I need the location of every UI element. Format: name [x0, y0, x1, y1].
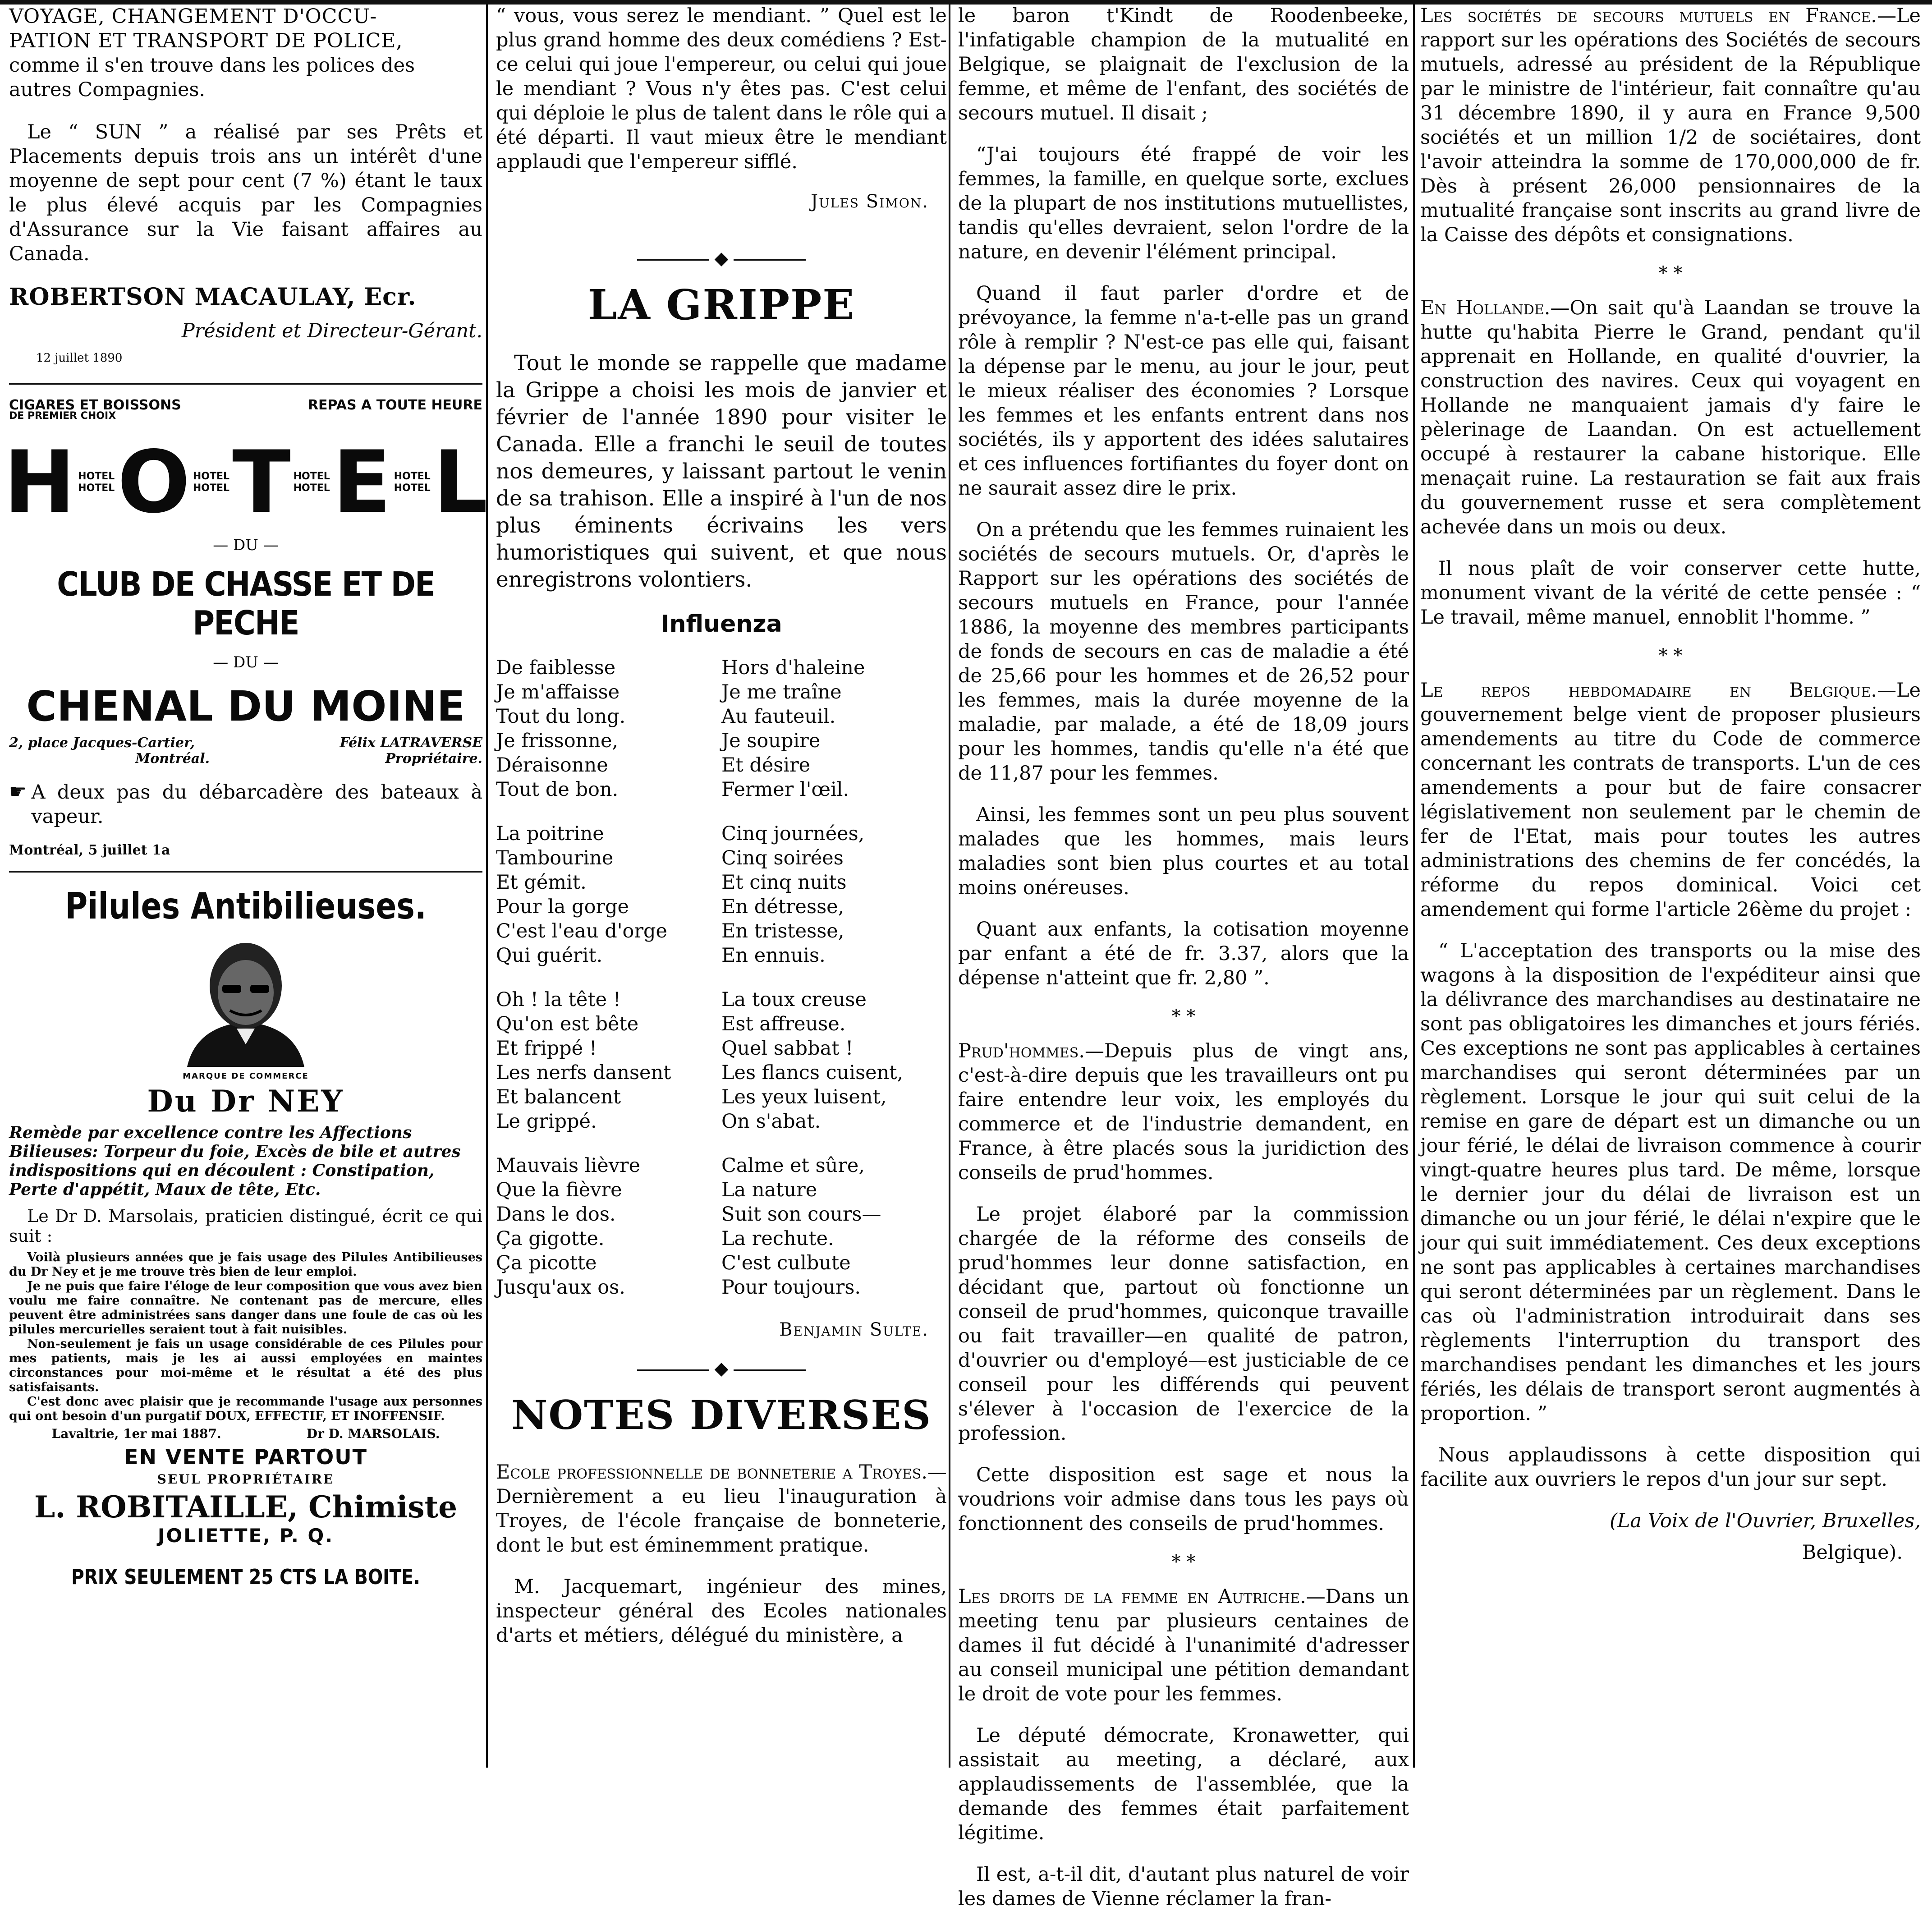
section-heading: Prud'hommes. — [958, 1040, 1085, 1062]
article-paragraph: Les droits de la femme en Autriche.—Dans un meeting tenu par plusieurs centaines de dames il fut décidé à l'unanimité d'adresser au conseil municipal une pétition demandant le droit de vote pour les femmes. — [958, 1585, 1409, 1705]
section-heading: Les droits de la femme en Autriche. — [958, 1585, 1306, 1608]
hotel-city: Montréal. — [135, 751, 210, 767]
proprietor-name: L. ROBITAILLE, Chimiste — [34, 1489, 458, 1525]
article-paragraph: Quant aux enfants, la cotisation moyenne par enfant a été de fr. 3.37, alors que la dépense n'atteint que fr. 2,80 ”. — [958, 918, 1409, 989]
signer-title: Président et Directeur-Gérant. — [181, 320, 482, 342]
verse-line: Qu'on est bête — [496, 1013, 639, 1035]
verse-line: Et gémit. — [496, 871, 587, 894]
text-line: PATION ET TRANSPORT DE POLICE, — [9, 29, 403, 52]
column-rule-2 — [949, 0, 950, 1768]
hotel-note: A deux pas du débarcadère des bateaux à vapeur. — [31, 781, 482, 828]
hotel-address: 2, place Jacques-Cartier, — [9, 735, 195, 751]
verse-line: Pour la gorge — [496, 896, 629, 918]
trademark-label: MARQUE DE COMMERCE — [183, 1071, 309, 1081]
column-1 — [4, 0, 488, 1889]
verse-line: Suit son cours— — [721, 1203, 881, 1226]
du-label-2: — DU — — [213, 653, 279, 671]
verse-line: Et cinq nuits — [721, 871, 847, 894]
article-paragraph: “ L'acceptation des transports ou la mise des wagons à la disposition de l'expéditeur ainsi que la délivrance des marchandises au destinataire ne sont pas obligatoires les dimanches et jours fériés. Ces exceptions ne sont pas applicables à certaines marchandises qui seront déterminées par un règlement. Lorsque le jour qui suit celui de la remise en gare de départ est un dimanche ou un jour férié, le délai de livraison commence à courir vingt-quatre heures plus tard. De même, lorsque le dernier jour du délai de livraison est un dimanche ou un jour férié, le délai n'expire que le jour qui suit immédiatement. Ces deux exceptions ne sont pas applicables à certaines marchandises qui seront déterminées par un règlement. Dans le cas où l'administration introduirait dans ses règlements l'interruption du transport des marchandises pendant les dimanches et les jours fériés, les délais de transport seront augmentés à proportion. ” — [1420, 940, 1921, 1425]
hotel-letter: H — [4, 432, 76, 532]
article-paragraph: En Hollande.—On sait qu'à Laandan se trouve la hutte qu'habita Pierre le Grand, pendant qu'il apprenait en Hollande, en qualité d'ouvrier, la construction des navires. Ceux qui voyagent en Hollande ne manquaient jamais d'y faire le pèlerinage de Laandan. On est actuellement occupé à restaurer la cabane historique. Elle menaçait ruine. La restauration se fait aux frais du gouvernement russe et sera complètement achevée dans un mois ou deux. — [1420, 297, 1921, 538]
column-4 — [1420, 0, 1921, 1889]
poem-stanza — [496, 822, 947, 968]
ornament-divider: ◆ — [496, 1358, 947, 1379]
hotel-letter: O — [117, 432, 190, 532]
column-rule-1 — [486, 0, 488, 1768]
price-label: PRIX SEULEMENT 25 CTS LA BOITE. — [71, 1565, 420, 1589]
verse-line: Tout du long. — [496, 705, 626, 728]
verse-line: La rechute. — [721, 1227, 834, 1250]
notes-paragraph: Ecole professionnelle de bonneterie a Troyes.—Dernièrement a eu lieu l'inauguration à Troyes, de l'école française de bonneterie, dont le but est éminemment pratique. — [496, 1461, 947, 1557]
sale-banner: EN VENTE PARTOUT — [124, 1445, 367, 1469]
column-3 — [958, 0, 1409, 1910]
hotel-small: HOTEL HOTEL — [78, 471, 115, 494]
pills-title: Pilules Antibilieuses. — [65, 885, 427, 927]
hotel-letter: E — [332, 432, 391, 532]
proprietor-town: JOLIETTE, P. Q. — [157, 1525, 334, 1547]
poem-stanza — [496, 1153, 947, 1300]
pointing-hand-icon: ☛ — [9, 780, 27, 803]
testimony-sign: Dr D. MARSOLAIS. — [306, 1426, 440, 1441]
article-paragraph: On a prétendu que les femmes ruinaient les sociétés de secours mutuels. Or, d'après le Rapport sur les opérations des sociétés de secours mutuels en France, pour l'année 1886, la moyenne des membres participants de fonds de secours en cas de maladie a été de 25,66 pour les hommes et de 26,52 pour les femmes, mais la durée moyenne de la maladie, par malade, a été de 18,09 jours pour les hommes, tandis qu'elle n'a été que de 11,87 pour les femmes. — [958, 519, 1409, 785]
signer-name: ROBERTSON MACAULAY, Ecr. — [9, 283, 417, 311]
hotel-small: HOTEL HOTEL — [394, 471, 431, 494]
verse-line: En tristesse, — [721, 920, 844, 942]
hotel-small: HOTEL HOTEL — [193, 471, 230, 494]
ad-right-top: REPAS A TOUTE HEURE — [307, 397, 482, 413]
article-paragraph: Le repos hebdomadaire en Belgique.—Le gouvernement belge vient de proposer plusieurs amendements au titre du Code de commerce concernant les contrats de transports. L'un de ces amendements a pour but de faire consacrer législativement non seulement par le chemin de fer de l'Etat, mais pour toutes les autres administrations des chemins de fer concédés, la réforme du repos dominical. Voici cet amendement qui forme l'article 26ème du projet : — [1420, 679, 1921, 921]
verse-line: La toux creuse — [721, 988, 867, 1011]
article-paragraph: Il est, a-t-il dit, d'autant plus naturel de voir les dames de Vienne réclamer la fran- — [958, 1863, 1409, 1910]
divider — [9, 383, 482, 385]
testimony-line: Voilà plusieurs années que je fais usage des Pilules Antibilieuses du Dr Ney et je me trouve très bien de leur emploi. — [9, 1250, 482, 1279]
verse-line: Et frippé ! — [496, 1037, 597, 1060]
section-stars: * * — [1658, 645, 1683, 666]
verse-line: Les nerfs dansent — [496, 1061, 671, 1084]
poem-title: Influenza — [661, 611, 782, 638]
poem-stanza — [496, 656, 947, 802]
hotel-letter: T — [232, 432, 291, 532]
verse-line: La nature — [721, 1179, 817, 1201]
sole-owner-label: SEUL PROPRIÉTAIRE — [157, 1472, 335, 1487]
testimony-intro: Le Dr D. Marsolais, praticien distingué, écrit ce qui suit : — [9, 1206, 482, 1246]
hotel-date: Montréal, 5 juillet 1a — [9, 842, 170, 858]
testimony-line: Je ne puis que faire l'éloge de leur composition que vous avez bien voulu me faire connaître. Ne contenant pas de mercure, elles peuvent être administrées sans danger dans une foule de cas où les pilules mercurielles seraient tout à fait nuisibles. — [9, 1279, 482, 1337]
hotel-owner-title: Propriétaire. — [385, 751, 482, 767]
ad-left-top: CIGARES ET BOISSONS — [9, 397, 181, 413]
verse-line: Ça gigotte. — [496, 1227, 605, 1250]
verse-line: Les flancs cuisent, — [721, 1061, 904, 1084]
testimony-line: C'est donc avec plaisir que je recommande l'usage aux personnes qui ont besoin d'un purgatif DOUX, EFFECTIF, ET INOFFENSIF. — [9, 1395, 482, 1423]
section-title-notes: NOTES DIVERSES — [511, 1392, 932, 1438]
verse-line: On s'abat. — [721, 1110, 821, 1133]
verse-line: Quel sabbat ! — [721, 1037, 854, 1060]
verse-line: En ennuis. — [721, 944, 826, 967]
verse-line: Dans le dos. — [496, 1203, 616, 1226]
article-paragraph: le baron t'Kindt de Roodenbeeke, l'infatigable champion de la mutualité en Belgique, se plaignait de l'exclusion de la femme, et même de l'enfant, des sociétés de secours mutuel. Il disait ; — [958, 5, 1409, 124]
sun-paragraph: Le “ SUN ” a réalisé par ses Prêts et Placements depuis trois ans un intérêt d'une moyenne de sept pour cent (7 %) étant le taux le plus élevé acquis par les Compagnies d'Assurance sur la Vie faisant affaires au Canada. — [9, 121, 482, 265]
verse-line: Cinq soirées — [721, 847, 844, 869]
text-line: VOYAGE, CHANGEMENT D'OCCU- — [9, 5, 377, 28]
hotel-ad — [4, 397, 488, 858]
du-label: — DU — — [213, 536, 279, 554]
hotel-owner: Félix LATRAVERSE — [340, 735, 482, 751]
notes-heading: Ecole professionnelle de bonneterie a Troyes. — [496, 1461, 927, 1484]
article-paragraph: Les sociétés de secours mutuels en France.—Le rapport sur les opérations des Sociétés de secours mutuels, adressé au président de la République par le ministre de l'intérieur, fait connaître qu'au 31 décembre 1890, il y aura en France 9,500 sociétés et un million 1/2 de sociétaires, dont l'avoir atteindra la somme de 170,000,000 de fr. Dès à présent 26,000 pensionnaires de la mutualité française sont inscrits au grand livre de la Caisse des dépôts et consignations. — [1420, 5, 1921, 246]
portrait-image — [169, 936, 322, 1067]
brand-title: Du Dr NEY — [147, 1084, 344, 1119]
article-title-grippe: LA GRIPPE — [587, 280, 855, 329]
verse-line: Que la fièvre — [496, 1179, 622, 1201]
article-paragraph: Prud'hommes.—Depuis plus de vingt ans, c'est-à-dire depuis que les travailleurs ont pu faire entendre leur voix, les employés du commerce et de l'industrie demandent, en France, à être placés sous la juridiction des conseils de prud'hommes. — [958, 1040, 1409, 1184]
simon-paragraph: “ vous, vous serez le mendiant. ” Quel est le plus grand homme des deux comédiens ? Est-ce celui qui joue l'empereur, ou celui qui joue le mendiant ? Vous n'y êtes pas. C'est celui qui déploie le plus de talent dans le rôle qui a été départi. Il vaut mieux être le mendiant applaudi que l'empereur sifflé. — [496, 5, 947, 173]
verse-line: En détresse, — [721, 896, 844, 918]
article-paragraph: Il nous plaît de voir conserver cette hutte, monument vivant de la vérité de cette pensée : “ Le travail, même manuel, ennoblit l'homme. ” — [1420, 557, 1921, 629]
testimony-place: Lavaltrie, 1er mai 1887. — [51, 1426, 221, 1441]
verse-line: Cinq journées, — [721, 822, 865, 845]
club-title: CLUB DE CHASSE ET DE PECHE — [57, 565, 435, 643]
verse-line: Je soupire — [721, 730, 821, 752]
verse-line: Est affreuse. — [721, 1013, 846, 1035]
notes-paragraph-2: M. Jacquemart, ingénieur des mines, inspecteur général des Ecoles nationales d'arts et métiers, délégué du ministère, a — [496, 1576, 947, 1647]
text-line: comme il s'en trouve dans les polices des — [9, 54, 415, 77]
verse-line: Je frissonne, — [496, 730, 619, 752]
signature-simon: Jules Simon. — [811, 191, 929, 212]
verse-line: Je m'affaisse — [496, 681, 620, 703]
source-attribution: (La Voix de l'Ouvrier, Bruxelles, — [1610, 1510, 1921, 1532]
section-stars: * * — [1658, 263, 1683, 284]
verse-line: Calme et sûre, — [721, 1154, 865, 1177]
verse-line: Je me traîne — [721, 681, 842, 703]
article-paragraph: “J'ai toujours été frappé de voir les femmes, la famille, en quelque sorte, exclues de la plupart de nos institutions mutuellistes, tandis qu'elles devraient, selon l'ordre de la nature, en devenir l'élément principal. — [958, 143, 1409, 263]
verse-line: Ça picotte — [496, 1252, 597, 1274]
verse-line: Mauvais lièvre — [496, 1154, 641, 1177]
verse-line: La poitrine — [496, 822, 604, 845]
verse-line: Le grippé. — [496, 1110, 597, 1133]
text-line: autres Compagnies. — [9, 78, 206, 101]
article-paragraph: Ainsi, les femmes sont un peu plus souvent malades que les hommes, mais leurs maladies sont bien plus courtes et au total moins onéreuses. — [958, 804, 1409, 899]
verse-line: Au fauteuil. — [721, 705, 836, 728]
section-heading: Le repos hebdomadaire en Belgique. — [1420, 679, 1877, 702]
pills-ad — [9, 885, 482, 1589]
hotel-small: HOTEL HOTEL — [293, 471, 330, 494]
testimony-line: Non-seulement je fais un usage considérable de ces Pilules pour mes patients, mais je les ai aussi employées en maintes circonstances pour moi-même et le résultat a été des plus satisfaisants. — [9, 1337, 482, 1394]
verse-line: Et balancent — [496, 1086, 621, 1108]
hotel-letter: L — [433, 432, 488, 532]
column-rule-3 — [1413, 0, 1415, 1768]
section-stars: * * — [1171, 1006, 1196, 1027]
article-paragraph: Nous applaudissons à cette disposition qui facilite aux ouvriers le repos d'un jour sur sept. — [1420, 1444, 1921, 1491]
section-stars: * * — [1171, 1552, 1196, 1572]
verse-line: C'est l'eau d'orge — [496, 920, 667, 942]
section-heading: En Hollande. — [1420, 297, 1551, 319]
source-attribution-2: Belgique). — [1802, 1541, 1903, 1564]
verse-line: Tambourine — [496, 847, 614, 869]
article-paragraph: Quand il faut parler d'ordre et de prévoyance, la femme n'a-t-elle pas un grand rôle à remplir ? N'est-ce pas elle qui, faisant la dépense par le menu, au jour le jour, peut le mieux réaliser des économies ? Lorsque les femmes et les enfants entrent dans nos sociétés, ils y apportent des idées salutaires et ces influences fortifiantes du foyer dont on ne saurait assez dire le prix. — [958, 282, 1409, 500]
section-heading: Les sociétés de secours mutuels en France. — [1420, 5, 1877, 27]
verse-line: Qui guérit. — [496, 944, 603, 967]
verse-line: Tout de bon. — [496, 778, 619, 801]
signature-sulte: Benjamin Sulte. — [779, 1319, 929, 1340]
ad-left-sub: DE PREMIER CHOIX — [9, 410, 116, 422]
verse-line: Et désire — [721, 754, 811, 776]
grippe-paragraph: Tout le monde se rappelle que madame la Grippe a choisi les mois de janvier et février de l'année 1890 pour visiter le Canada. Elle a franchi le seuil de toutes nos demeures, y laissant partout le venin de sa trahison. Elle a inspiré à l'un de nos plus éminents écrivains les vers humoristiques qui suivent, et que nous enregistrons volontiers. — [496, 351, 947, 592]
verse-line: Fermer l'œil. — [721, 778, 849, 801]
article-paragraph: Le projet élaboré par la commission chargée de la réforme des conseils de prud'hommes leur donne satisfaction, en décidant que, partout où fonctionne un conseil de prud'hommes, quiconque travaille ou fait travailler—en qualité de patron, d'ouvrier ou d'employé—est justiciable de ce conseil pour les différends qui peuvent s'élever à l'occasion de l'exercice de la profession. — [958, 1203, 1409, 1445]
verse-line: Hors d'haleine — [721, 657, 865, 679]
verse-line: Déraisonne — [496, 754, 608, 776]
hotel-wordmark — [4, 432, 488, 532]
verse-line: Les yeux luisent, — [721, 1086, 887, 1108]
article-paragraph: Cette disposition est sage et nous la voudrions voir admise dans tous les pays où fonctionnent des conseils de prud'hommes. — [958, 1464, 1409, 1535]
article-paragraph: Le député démocrate, Kronawetter, qui assistait au meeting, a déclaré, aux applaudissements de l'assemblée, que la demande des femmes était parfaitement légitime. — [958, 1724, 1409, 1844]
verse-line: Oh ! la tête ! — [496, 988, 621, 1011]
divider — [9, 871, 482, 873]
column-2 — [496, 0, 947, 1889]
chenal-title: CHENAL DU MOINE — [26, 682, 465, 730]
remedy-text: Remède par excellence contre les Affections Bilieuses: Torpeur du foie, Excès de bile et autres indispositions qui en découlent : Constipation, Perte d'appétit, Maux de tête, Etc. — [9, 1123, 461, 1199]
signer-date: 12 juillet 1890 — [36, 351, 123, 365]
verse-line: C'est culbute — [721, 1252, 851, 1274]
verse-line: Jusqu'aux os. — [496, 1276, 625, 1299]
ornament-divider: ◆ — [496, 248, 947, 269]
poem-stanza — [496, 988, 947, 1134]
verse-line: De faiblesse — [496, 657, 616, 679]
verse-line: Pour toujours. — [721, 1276, 861, 1299]
